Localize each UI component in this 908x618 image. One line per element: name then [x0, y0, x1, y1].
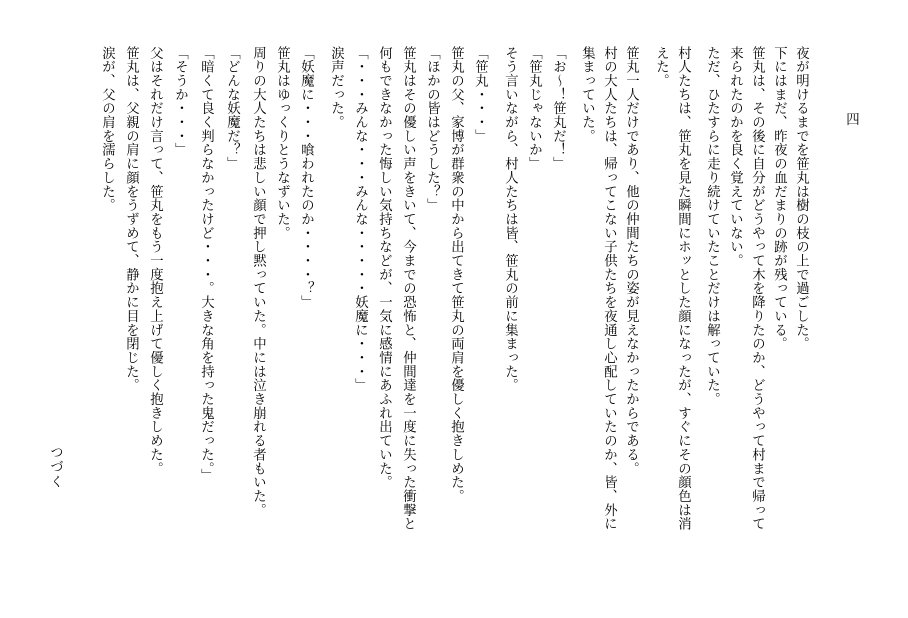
text-line: 何もできなかった悔しい気持ちなどが、一気に感情にあふれ出ていた。: [376, 46, 392, 490]
text-line: 笹丸はその優しい声をきいて、今までの恐怖と、仲間達を一度に失った衝撃と: [400, 46, 416, 531]
text-line: 夜が明けるまでを笹丸は樹の枝の上で過ごした。: [793, 46, 809, 351]
text-line: 笹丸は、父親の肩に顔をうずめて、静かに目を閉じた。: [123, 46, 139, 393]
text-line: 下にはまだ、昨夜の血だまりの跡が残っている。: [771, 46, 787, 351]
text-line: 涙声だった。: [328, 46, 344, 130]
text-line: 「ほかの皆はどうした？」: [424, 46, 440, 213]
text-line: 村の大人たちは、帰ってこない子供たちを夜通し心配していたのか、皆、外に: [601, 46, 617, 531]
text-line: 来られたのかを良く覚えていない。: [727, 46, 743, 268]
text-line: 「暗くて良く判らなかったけど・・・。大きな角を持った鬼だった。」: [198, 46, 214, 483]
text-line: 笹丸は、その後に自分がどうやって木を降りたのか、どうやって村まで帰って: [749, 46, 765, 531]
text-line: 「・・・みんな・・・みんな・・・・・妖魔に・・・」: [352, 46, 368, 393]
text-line: そう言いながら、村人たちは皆、笹丸の前に集まった。: [502, 46, 518, 393]
text-line: 「お～！笹丸だ！」: [550, 46, 566, 171]
text-line: 「そうか・・・」: [172, 46, 188, 157]
text-line: 笹丸一人だけであり、他の仲間たちの姿が見えなかったからである。: [623, 46, 639, 476]
chapter-number: 四: [843, 112, 859, 126]
text-line: 笹丸はゆっくりとうなずいた。: [274, 46, 290, 240]
text-line: 笹丸の父、家博が群衆の中から出てきて笹丸の両肩を優しく抱きしめた。: [448, 46, 464, 504]
end-mark: つづく: [47, 445, 63, 490]
text-line: 周りの大人たちは悲しい顔で押し黙っていた。中には泣き崩れる者もいた。: [250, 46, 266, 517]
text-line: 「妖魔に・・・喰われたのか・・・・？」: [298, 46, 314, 310]
text-line: ただ、ひたすらに走り続けていたことだけは解っていた。: [704, 46, 720, 407]
text-line: 「笹丸・・・」: [472, 46, 488, 143]
text-line: 村人たちは、笹丸を見た瞬間にホッとした顔になったが、すぐにその顔色は消: [675, 46, 691, 531]
text-line: 「笹丸じゃないか」: [526, 46, 542, 171]
text-line: えた。: [653, 46, 669, 88]
text-line: 「どんな妖魔だ？」: [224, 46, 240, 171]
text-line: 集まっていた。: [579, 46, 595, 143]
text-line: 涙が、父の肩を濡らした。: [99, 46, 115, 213]
text-line: 父はそれだけ言って、笹丸をもう一度抱え上げて優しく抱きしめた。: [147, 46, 163, 476]
